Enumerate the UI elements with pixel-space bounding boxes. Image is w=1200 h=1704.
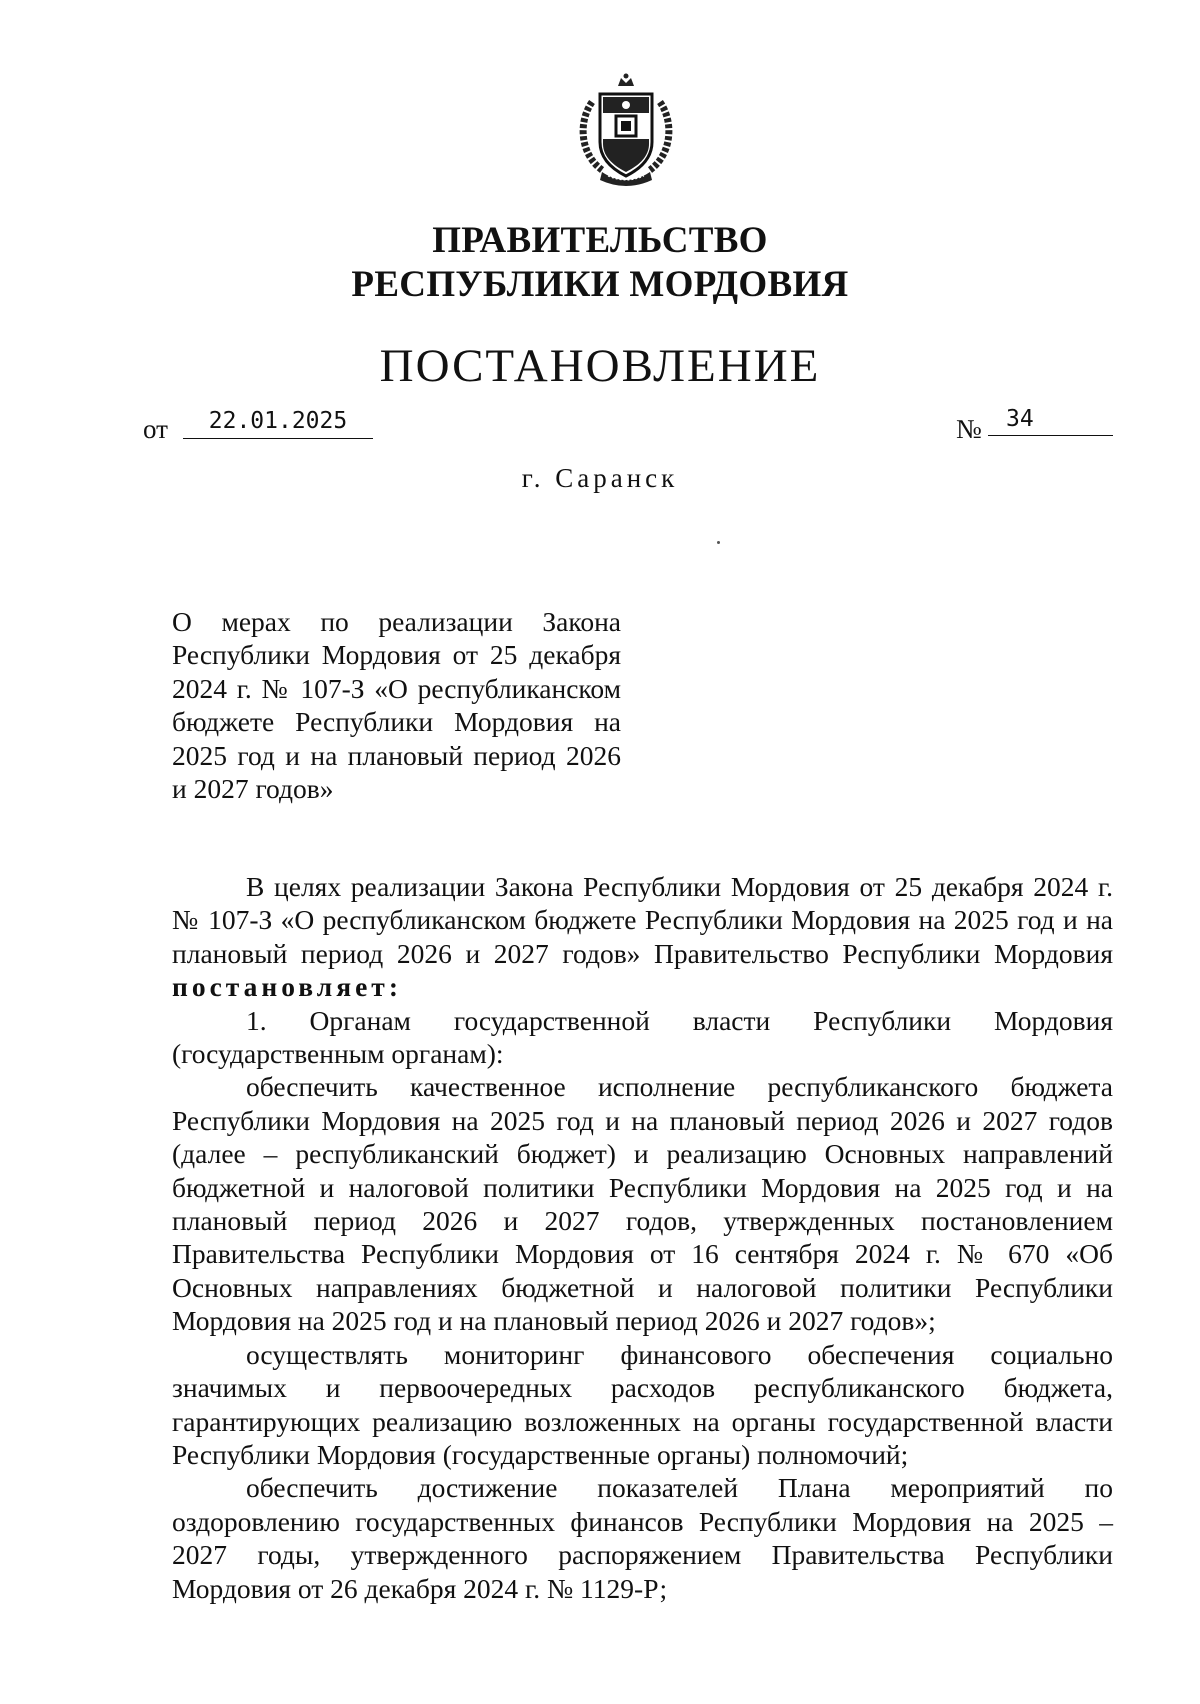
item-1: 1. Органам государственной власти Республики Мордовия (государственным органам): (172, 1004, 1113, 1070)
date-prefix: от (143, 414, 168, 444)
paragraph-ensure-execution: обеспечить качественное исполнение республиканского бюджета Республики Мордовия на 2025 год и на плановый период 2026 и 2027 годов (далее – республиканский бюджет) и реализацию Основных направлений бюджетной и налоговой политики Республики Мордовия на 2025 год и на плановый период 2026 и 2027 годов, утвержденных постановлением Правительства Республики Мордовия от 16 сентября 2024 г. № 670 «Об Основных направлениях бюджетной и налоговой политики Республики Мордовия на 2025 год и на плановый период 2026 и 2027 годов»; (172, 1071, 1113, 1337)
government-title-line1: ПРАВИТЕЛЬСТВО (432, 220, 768, 261)
document-subject: О мерах по реализации Закона Республики Мордовия от 25 декабря 2024 г. № 107-З «О республиканском бюджете Республики Мордовия на 2025 год и на плановый период 2026 и 2027 годов» (172, 606, 621, 805)
scan-speck (717, 541, 720, 544)
document-number: 34 (988, 406, 1113, 436)
resolves-keyword: постановляет: (172, 971, 402, 1003)
government-title-line2: РЕСПУБЛИКИ МОРДОВИЯ (351, 264, 849, 305)
issue-city: г. Саранск (521, 463, 679, 493)
intro-text: В целях реализации Закона Республики Мордовия от 25 декабря 2024 г. № 107-З «О республиканском бюджете Республики Мордовия на 2025 год и на плановый период 2026 и 2027 годов» Правительство Республики Мордовия (172, 871, 1113, 969)
mordovia-coat-of-arms-icon (572, 72, 680, 190)
paragraph-monitoring: осуществлять мониторинг финансового обеспечения социально значимых и первоочередных расходов республиканского бюджета, гарантирующих реализацию возложенных на органы государственной власти Республики Мордовия (государственные органы) полномочий; (172, 1338, 1113, 1470)
document-body (172, 870, 1113, 1605)
document-type-title: ПОСТАНОВЛЕНИЕ (379, 340, 821, 392)
document-date: 22.01.2025 (183, 408, 373, 439)
number-prefix: № (956, 414, 982, 444)
intro-paragraph (172, 870, 1113, 1004)
paragraph-achieve-indicators: обеспечить достижение показателей Плана мероприятий по оздоровлению государственных финансов Республики Мордовия на 2025 – 2027 годы, утвержденного распоряжением Правительства Республики Мордовия от 26 декабря 2024 г. № 1129-Р; (172, 1472, 1113, 1604)
